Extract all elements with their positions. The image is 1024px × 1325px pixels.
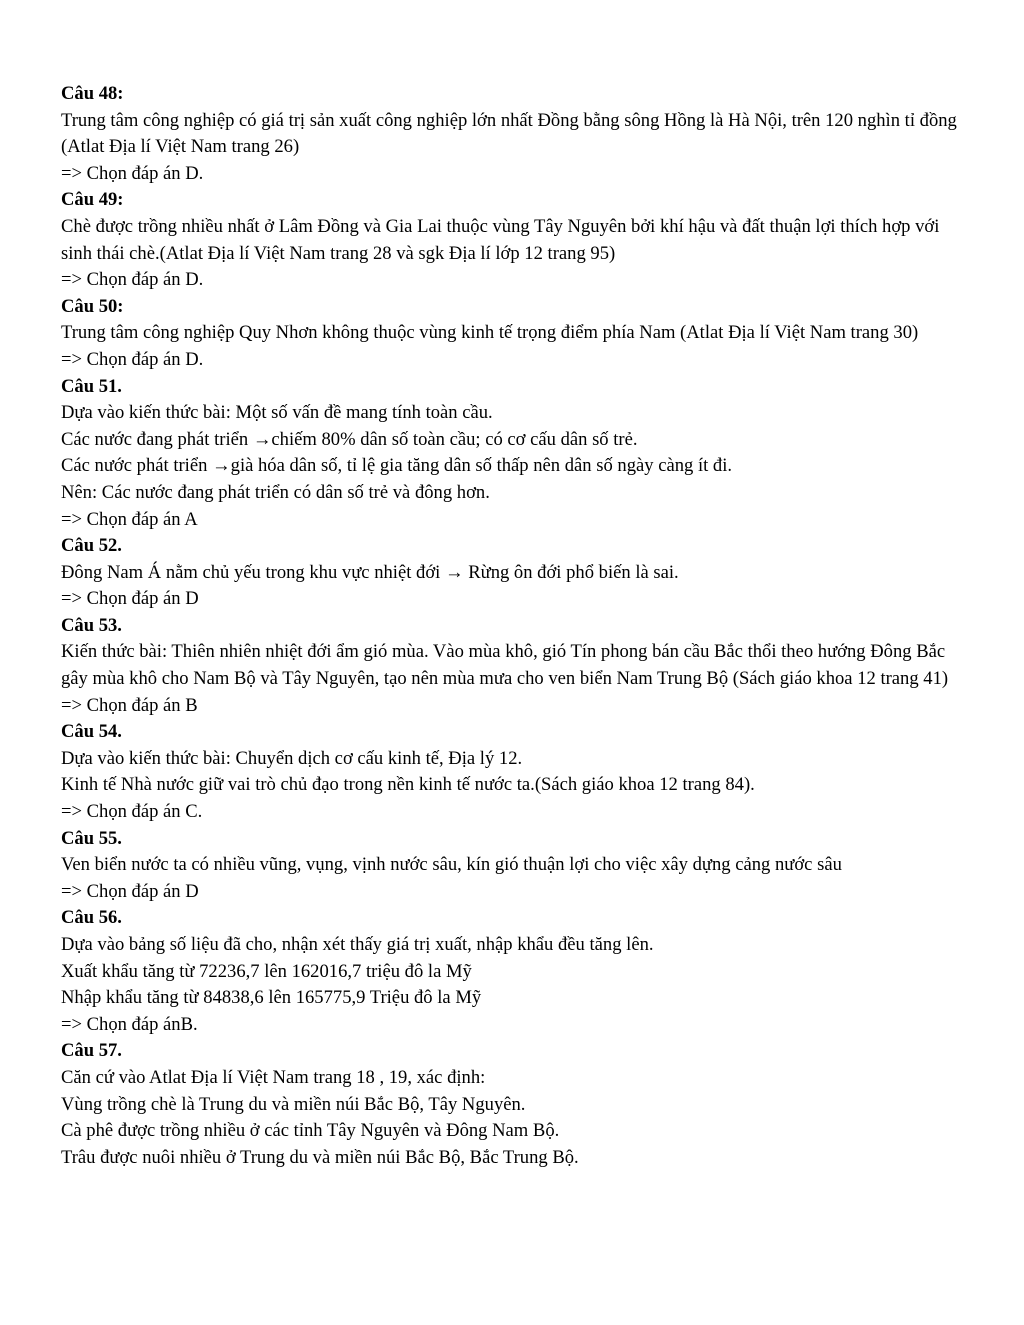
question-block (61, 613, 966, 719)
explanation-line: Trung tâm công nghiệp có giá trị sản xuất công nghiệp lớn nhất Đồng bằng sông Hồng là Hà Nội, trên 120 nghìn tỉ đồng (Atlat Địa lí Việt Nam trang 26) (61, 109, 957, 158)
question-block (61, 719, 966, 825)
explanation-line: Các nước đang phát triển →chiếm 80% dân số toàn cầu; có cơ cấu dân số trẻ. (61, 428, 638, 450)
explanation-line: Kiến thức bài: Thiên nhiên nhiệt đới ẩm gió mùa. Vào mùa khô, gió Tín phong bán cầu Bắc thổi theo hướng Đông Bắc gây mùa khô cho Nam Bộ và Tây Nguyên, tạo nên mùa mưa cho ven biển Nam Trung Bộ (Sách giáo khoa 12 trang 41) (61, 641, 949, 690)
question-title: Câu 50: (61, 295, 124, 317)
explanation-line: Đông Nam Á nằm chủ yếu trong khu vực nhiệt đới → Rừng ôn đới phổ biến là sai. (61, 561, 679, 583)
answer-line: => Chọn đáp án C. (61, 801, 203, 823)
question-title: Câu 51. (61, 375, 122, 397)
answer-line: => Chọn đáp án D (61, 880, 199, 902)
answer-line: => Chọn đáp án B (61, 694, 198, 716)
explanation-line: Vùng trồng chè là Trung du và miền núi Bắc Bộ, Tây Nguyên. (61, 1093, 526, 1115)
answer-line: => Chọn đáp án D. (61, 162, 204, 184)
answer-line: => Chọn đáp án D (61, 588, 199, 610)
explanation-line: Nhập khẩu tăng từ 84838,6 lên 165775,9 Triệu đô la Mỹ (61, 987, 482, 1009)
question-title: Câu 54. (61, 721, 122, 743)
question-title: Câu 48: (61, 83, 124, 104)
question-block (61, 187, 966, 293)
question-title: Câu 49: (61, 189, 124, 211)
question-block (61, 826, 966, 906)
explanation-line: Trâu được nuôi nhiều ở Trung du và miền núi Bắc Bộ, Bắc Trung Bộ. (61, 1146, 579, 1168)
answer-line: => Chọn đáp án D. (61, 348, 204, 370)
explanation-line: Dựa vào kiến thức bài: Chuyển dịch cơ cấu kinh tế, Địa lý 12. (61, 747, 523, 769)
answer-line: => Chọn đáp án A (61, 508, 198, 530)
answer-key-content (61, 81, 966, 1171)
explanation-line: Cà phê được trồng nhiều ở các tỉnh Tây Nguyên và Đông Nam Bộ. (61, 1120, 560, 1142)
question-block (61, 905, 966, 1038)
explanation-line: Dựa vào kiến thức bài: Một số vấn đề mang tính toàn cầu. (61, 402, 493, 424)
explanation-line: Trung tâm công nghiệp Quy Nhơn không thuộc vùng kinh tế trọng điểm phía Nam (Atlat Địa lí Việt Nam trang 30) (61, 322, 919, 344)
question-title: Câu 57. (61, 1040, 122, 1062)
question-block (61, 294, 966, 374)
question-title: Câu 56. (61, 907, 122, 929)
answer-line: => Chọn đáp ánB. (61, 1013, 198, 1035)
explanation-line: Dựa vào bảng số liệu đã cho, nhận xét thấy giá trị xuất, nhập khẩu đều tăng lên. (61, 934, 654, 955)
explanation-line: Xuất khẩu tăng từ 72236,7 lên 162016,7 triệu đô la Mỹ (61, 960, 472, 982)
question-block (61, 533, 966, 613)
question-block (61, 81, 966, 187)
explanation-line: Kinh tế Nhà nước giữ vai trò chủ đạo trong nền kinh tế nước ta.(Sách giáo khoa 12 trang 84). (61, 774, 755, 796)
explanation-line: Ven biển nước ta có nhiều vũng, vụng, vịnh nước sâu, kín gió thuận lợi cho việc xây dựng cảng nước sâu (61, 854, 842, 876)
explanation-line: Chè được trồng nhiều nhất ở Lâm Đồng và Gia Lai thuộc vùng Tây Nguyên bởi khí hậu và đất thuận lợi thích hợp với sinh thái chè.(Atlat Địa lí Việt Nam trang 28 và sgk Địa lí lớp 12 trang 95) (61, 215, 940, 264)
explanation-line: Căn cứ vào Atlat Địa lí Việt Nam trang 18 , 19, xác định: (61, 1066, 486, 1088)
question-title: Câu 53. (61, 614, 122, 636)
question-title: Câu 52. (61, 535, 122, 557)
question-title: Câu 55. (61, 827, 122, 849)
question-block (61, 1038, 966, 1171)
explanation-line: Các nước phát triển →già hóa dân số, tỉ lệ gia tăng dân số thấp nên dân số ngày càng ít đi. (61, 455, 733, 477)
answer-line: => Chọn đáp án D. (61, 269, 204, 291)
explanation-line: Nên: Các nước đang phát triển có dân số trẻ và đông hơn. (61, 481, 490, 503)
question-block (61, 374, 966, 534)
